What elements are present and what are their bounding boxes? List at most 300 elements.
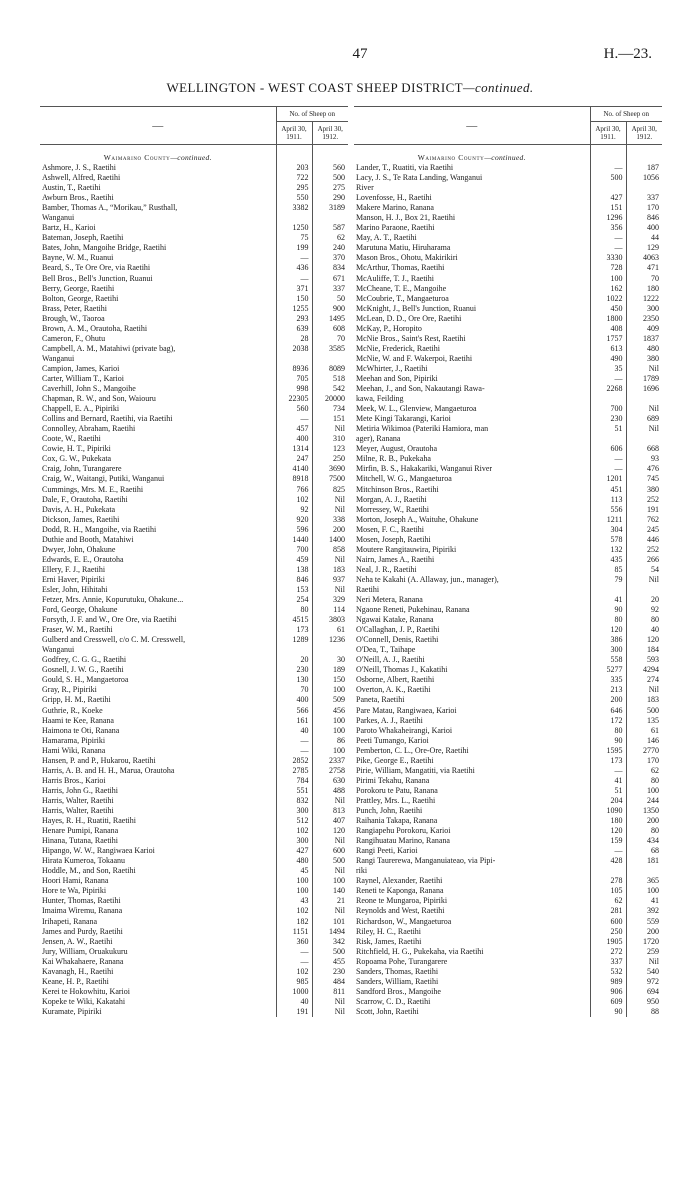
owner-name-cell: McNie Bros., Saint's Rest, Raetihi [356,333,466,343]
sheep-1911-cell: 1289 [276,635,312,645]
sheep-1911-cell: 766 [276,485,312,495]
table-row [40,706,348,716]
owner-name-cell: O'Callaghan, J. P., Raetihi [356,625,440,635]
sheep-1911-cell: 989 [590,977,626,987]
sheep-1912-cell: 100 [312,685,348,695]
sheep-1912-cell: 290 [312,193,348,203]
sheep-1911-cell: 3382 [276,203,312,213]
sheep-1911-cell: 191 [276,1007,312,1017]
owner-name-cell: May, A. T., Raetihi [356,233,417,243]
owner-name-cell: Wanganui [42,353,75,363]
sheep-1912-cell: 593 [626,655,662,665]
owner-name-cell: Dodd, R. H., Mangoihe, via Raetihi [42,524,157,534]
sheep-1911-cell: 85 [590,565,626,575]
owner-name-cell: Harris, Walter, Raetihi [42,806,114,815]
owner-name-cell: Kai Whakahaere, Ranana [42,956,124,966]
sheep-1911-cell: 153 [276,585,312,595]
sheep-1911-cell: 45 [276,866,312,876]
sheep-1911-cell: 22305 [276,394,312,404]
owner-name-cell: Paneta, Raetihi [356,695,405,705]
table-row [354,535,662,545]
sheep-1912-cell: 1696 [626,384,662,394]
sheep-1912-cell: 559 [626,917,662,927]
sheep-1912-cell: 266 [626,555,662,565]
sheep-1912-cell: 342 [312,937,348,947]
owner-name-cell: Austin, T., Raetihi [42,183,101,193]
sheep-1911-cell: 846 [276,575,312,585]
table-row [40,625,348,635]
table-row [40,967,348,977]
sheep-1911-cell [276,354,312,364]
owner-name-cell: Hayes, R. H., Ruatiti, Raetihi [42,816,136,826]
sheep-1911-cell: 700 [276,545,312,555]
owner-name-cell: Kerei te Hokowhitu, Karioi [42,986,130,996]
sheep-1912-cell: 274 [626,675,662,685]
owner-name-cell: McAuliffe, T. J., Raetihi [356,273,434,283]
sheep-1912-cell: 129 [626,243,662,253]
owner-name-cell: Raihania Takapa, Ranana [356,816,438,826]
table-row [40,304,348,314]
sheep-1912-cell [626,183,662,193]
sheep-1911-cell: — [276,957,312,967]
owner-name-cell: Erni Haver, Pipiriki [42,574,105,584]
sheep-1912-cell: 170 [626,756,662,766]
table-row [354,615,662,625]
sheep-1911-cell: 560 [276,404,312,414]
sheep-1911-cell: 1440 [276,535,312,545]
sheep-1911-cell: 300 [276,836,312,846]
table-row [40,615,348,625]
sheep-1912-cell: 101 [312,917,348,927]
owner-name-cell: O'Neill, Thomas J., Kakatihi [356,665,448,675]
sheep-1911-cell: 304 [590,525,626,535]
sheep-1912-cell: 694 [626,987,662,997]
owner-name-cell: Manson, H. J., Box 21, Raetihi [356,213,456,223]
sheep-1911-cell: 199 [276,243,312,253]
owner-name-cell: Meyer, August, Orautoha [356,444,437,454]
sheep-1911-cell [590,434,626,444]
sheep-1912-cell: 92 [626,605,662,615]
owner-name-cell: Davis, A. H., Pukekata [42,504,116,514]
owner-name-cell: Parkes, A. J., Raetihi [356,715,423,725]
table-row [40,866,348,876]
sheep-1911-cell: 1000 [276,987,312,997]
sheep-1912-cell: 275 [312,183,348,193]
sheep-1912-cell: 600 [312,846,348,856]
table-row [40,284,348,294]
table-row [354,947,662,957]
owner-name-cell: Mete Kingi Takarangi, Karioi [356,414,451,424]
owner-name-cell: Scarrow, C. D., Raetihi [356,996,431,1006]
table-row [354,223,662,233]
sheep-1911-cell: 1905 [590,937,626,947]
owner-name-cell: Bates, John, Mangoihe Bridge, Raetihi [42,243,167,253]
owner-name-cell: Milne, R. B., Pukekaha [356,454,431,464]
sheep-1912-cell: 1350 [626,806,662,816]
table-row [40,766,348,776]
sheep-1912-cell: Nil [626,685,662,695]
owner-name-cell: Rangiapehu Porokoru, Karioi [356,826,451,836]
owner-name-cell: McLean, D. D., Ore Ore, Raetihi [356,313,462,323]
owner-name-cell: Overton, A. K., Raetihi [356,685,431,695]
sheep-1912-cell: 972 [626,977,662,987]
table-row [354,253,662,263]
sheep-1912-cell: 41 [626,896,662,906]
table-row [354,173,662,183]
sheep-1911-cell: 2785 [276,766,312,776]
owner-name-cell: Hoddle, M., and Son, Raetihi [42,866,136,876]
sheep-1911-cell: 1757 [590,334,626,344]
table-row [40,525,348,535]
title-main: WELLINGTON - WEST COAST SHEEP DISTRICT [166,80,464,95]
owner-name-cell: Cox, G. W., Pukekata [42,454,112,464]
sheep-1912-cell: 100 [312,716,348,726]
sheep-1912-cell: 734 [312,404,348,414]
table-row [40,193,348,203]
table-row [40,223,348,233]
sheep-1911-cell: 80 [590,726,626,736]
sheep-count-group-header: No. of Sheep on [590,107,662,122]
sheep-1911-cell: 1201 [590,474,626,484]
sheep-1912-cell: 230 [312,967,348,977]
sheep-1912-cell: 1495 [312,314,348,324]
sheep-1912-cell: 100 [312,876,348,886]
table-row [40,1007,348,1017]
owner-name-cell: Beard, S., Te Ore Ore, via Raetihi [42,263,151,273]
sheep-1911-cell: 457 [276,424,312,434]
table-row [40,846,348,856]
owner-name-cell: Gulberd and Cresswell, c/o C. M. Cresswell, [42,635,186,645]
owner-name-cell: Lander, T., Ruatiti, via Raetihi [356,163,454,172]
sheep-1912-cell: Nil [312,796,348,806]
sheep-1911-cell: 43 [276,896,312,906]
table-row [40,826,348,836]
name-column-header: — [40,107,276,145]
owner-name-cell: Campion, James, Karioi [42,363,120,373]
table-row [354,474,662,484]
sheep-1911-cell: — [590,846,626,856]
owner-name-cell: Cameron, F., Ohutu [42,333,106,343]
sheep-1912-cell [312,645,348,655]
owner-name-cell: River [356,183,374,193]
sheep-1912-cell: 2770 [626,746,662,756]
sheep-1911-cell: 408 [590,324,626,334]
owner-name-cell: Awburn Bros., Raetihi [42,193,114,203]
table-row [354,404,662,414]
sheep-1911-cell: 578 [590,535,626,545]
sheep-1912-cell: 762 [626,515,662,525]
owner-name-cell: Pare Matau, Rangiwaea, Karioi [356,705,457,715]
owner-name-cell: Pirie, William, Mangatiti, via Raetihi [356,765,475,775]
table-row [354,746,662,756]
sheep-1911-cell: — [590,454,626,464]
table-row [40,806,348,816]
sheep-1911-cell: 51 [590,424,626,434]
sheep-1912-cell: 252 [626,545,662,555]
sheep-1911-cell: 90 [590,1007,626,1017]
sheep-1912-cell: 20 [626,595,662,605]
sheep-1911-cell: 62 [590,896,626,906]
owner-name-cell: Marutuna Matiu, Hiruharama [356,243,451,253]
sheep-1911-cell [590,183,626,193]
sheep-1912-cell: 1837 [626,334,662,344]
table-row [354,304,662,314]
sheep-1911-cell: 79 [590,575,626,585]
owner-name-cell: Marino Paraone, Raetihi [356,223,435,233]
sheep-1911-cell: 427 [276,846,312,856]
table-row [354,294,662,304]
table-row [40,545,348,555]
sheep-1912-cell: 123 [312,444,348,454]
sheep-1911-cell: 8918 [276,474,312,484]
sheep-1911-cell: 281 [590,906,626,916]
sheep-1911-cell: 247 [276,454,312,464]
sheep-1912-cell: 671 [312,274,348,284]
owner-name-cell: Haami te Kee, Ranana [42,715,114,725]
sheep-1911-cell: 428 [590,856,626,866]
owner-name-cell: Esler, John, Hihitahi [42,584,108,594]
sheep-1911-cell: 500 [590,173,626,183]
table-row [40,665,348,675]
sheep-1911-cell: 102 [276,826,312,836]
sheep-1911-cell: — [590,233,626,243]
sheep-1912-cell: 365 [626,876,662,886]
sheep-1911-cell: 556 [590,505,626,515]
section-continued: —continued. [170,152,212,162]
table-row [354,706,662,716]
sheep-1912-cell: 446 [626,535,662,545]
sheep-1911-cell: 700 [590,404,626,414]
table-row [354,997,662,1007]
table-row [354,364,662,374]
section-label: Waimarino County [417,152,485,162]
sheep-1911-cell: — [276,414,312,424]
sheep-1912-cell [626,394,662,404]
sheep-1912-cell: 21 [312,896,348,906]
table-row [354,806,662,816]
table-row [354,776,662,786]
owner-name-cell: Duthie and Booth, Matahiwi [42,534,134,544]
owner-name-cell: Morressey, W., Raetihi [356,504,430,514]
table-row [40,253,348,263]
sheep-1911-cell: 203 [276,163,312,173]
sheep-1912-cell: Nil [312,997,348,1007]
sheep-1912-cell: 68 [626,846,662,856]
sheep-1912-cell: 191 [626,505,662,515]
table-row [354,424,662,434]
owner-name-cell: Ford, George, Ohakune [42,605,118,615]
sheep-1912-cell: 1789 [626,374,662,384]
sheep-1912-cell: 1222 [626,294,662,304]
sheep-1911-cell: 335 [590,675,626,685]
table-row [40,776,348,786]
sheep-1911-cell: 200 [590,695,626,705]
sheep-1911-cell: 639 [276,324,312,334]
table-row [40,816,348,826]
sheep-1911-cell: 609 [590,997,626,1007]
table-row [354,645,662,655]
table-row [354,344,662,354]
table-row [40,233,348,243]
sheep-1911-cell: 1211 [590,515,626,525]
owner-name-cell: Osborne, Albert, Raetihi [356,675,435,685]
sheep-1911-cell: 41 [590,776,626,786]
table-row [354,595,662,605]
sheep-1912-cell: 100 [626,886,662,896]
table-row [40,384,348,394]
owner-name-cell: Collins and Bernard, Raetihi, via Raetihi [42,414,173,424]
sheep-1911-cell: 532 [590,967,626,977]
sheep-1911-cell: — [276,274,312,284]
sheep-1911-cell: 337 [590,957,626,967]
sheep-1911-cell [590,394,626,404]
sheep-1911-cell: 100 [276,876,312,886]
table-row [354,444,662,454]
table-row [40,937,348,947]
owner-name-cell: Ngawai Katake, Ranana [356,615,434,625]
sheep-1911-cell: 613 [590,344,626,354]
owner-name-cell: Risk, James, Raetihi [356,936,422,946]
sheep-1912-cell: 200 [626,816,662,826]
sheep-1912-cell: 189 [312,665,348,675]
sheep-1912-cell: 488 [312,786,348,796]
owner-name-cell: McKay, P., Horopito [356,323,422,333]
sheep-1912-cell: 114 [312,605,348,615]
owner-name-cell: kawa, Feilding [356,394,404,404]
table-row [40,726,348,736]
sheep-1911-cell: 230 [276,665,312,675]
sheep-1911-cell [590,585,626,595]
owner-name-cell: Ashwell, Alfred, Raetihi [42,173,121,183]
sheep-1912-cell: 950 [626,997,662,1007]
sheep-1912-cell: 338 [312,515,348,525]
owner-name-cell: Dwyer, John, Ohakune [42,544,116,554]
table-row [354,525,662,535]
table-row [40,786,348,796]
sheep-1912-cell: 88 [626,1007,662,1017]
sheep-1911-cell: 295 [276,183,312,193]
owner-name-cell: Moutere Rangitauwira, Pipiriki [356,544,457,554]
sheep-1911-cell: 105 [590,886,626,896]
table-row [354,485,662,495]
sheep-1911-cell: 1595 [590,746,626,756]
table-row [354,987,662,997]
table-row [40,575,348,585]
table-row [354,384,662,394]
owner-name-cell: Scott, John, Raetihi [356,1006,419,1016]
owner-name-cell: Pemberton, C. L., Ore-Ore, Raetihi [356,745,469,755]
sheep-1912-cell [626,434,662,444]
owner-name-cell: Metiria Wikimoa (Pateriki Hamiora, man [356,424,489,434]
col-1911-header: April 30, 1911. [276,122,312,145]
owner-name-cell: Bayne, W. M., Ruanui [42,253,114,263]
table-row [354,274,662,284]
table-row [354,876,662,886]
owner-name-cell: Coote, W., Raetihi [42,434,101,444]
sheep-1911-cell: 566 [276,706,312,716]
sheep-1912-cell [626,585,662,595]
sheep-1912-cell: 630 [312,776,348,786]
owner-name-cell: Neha te Kakahi (A. Allaway, jun., manager), [356,574,499,584]
sheep-1912-cell: Nil [626,424,662,434]
sheep-1912-cell: 1720 [626,937,662,947]
owner-name-cell: Ropoama Pohe, Turangarere [356,956,448,966]
table-row [354,766,662,776]
sheep-1912-cell: 8089 [312,364,348,374]
sheep-1911-cell: 250 [590,927,626,937]
owner-name-cell: Craig, John, Turangarere [42,464,122,474]
owner-name-cell: Guthrie, R., Koeke [42,705,103,715]
sheep-1911-cell: 300 [276,806,312,816]
sheep-1912-cell: 140 [312,886,348,896]
sheep-1911-cell: 28 [276,334,312,344]
table-row [354,625,662,635]
sheep-1911-cell: 130 [276,675,312,685]
sheep-1911-cell: 558 [590,655,626,665]
table-row [354,585,662,595]
table-row [354,243,662,253]
table-row [354,324,662,334]
owner-name-cell: Lacy, J. S., Te Rata Landing, Wanganui [356,173,483,183]
owner-name-cell: Rangi Taurerewa, Manganuiateao, via Pipi- [356,856,496,866]
table-row [40,404,348,414]
sheep-1912-cell: Nil [626,957,662,967]
owner-name-cell: Carter, William T., Karioi [42,373,125,383]
owner-name-cell: Harris, A. B. and H. H., Marua, Orautoha [42,765,175,775]
sheep-1911-cell: 1090 [590,806,626,816]
sheep-1912-cell: 44 [626,233,662,243]
table-row [40,645,348,655]
sheep-1912-cell: 509 [312,695,348,705]
table-row [40,394,348,404]
table-row [40,203,348,213]
owner-name-cell: Kopeke te Wiki, Kakatahi [42,996,126,1006]
sheep-1912-cell: 380 [626,485,662,495]
sheep-1911-cell: 920 [276,515,312,525]
owner-name-cell: Bamber, Thomas A., “Morikau,” Rusthall, [42,203,178,213]
owner-name-cell: Henare Pumipi, Ranana [42,826,119,836]
owner-name-cell: Berry, George, Raetihi [42,283,115,293]
sheep-1912-cell: 400 [626,223,662,233]
table-row [40,695,348,705]
right-table [354,106,662,1156]
table-row [40,927,348,937]
sheep-1912-cell: 151 [312,414,348,424]
sheep-1912-cell: 500 [626,706,662,716]
sheep-1912-cell: 745 [626,474,662,484]
table-row [40,515,348,525]
sheep-1911-cell: 213 [590,685,626,695]
page-number: 47 [352,46,368,62]
table-row [40,444,348,454]
table-row [40,957,348,967]
owner-name-cell: Makere Marino, Ranana [356,203,434,213]
table-row [354,695,662,705]
sheep-1912-cell: 434 [626,836,662,846]
sheep-1912-cell: 4294 [626,665,662,675]
sheep-1912-cell: 409 [626,324,662,334]
table-row [354,836,662,846]
owner-name-cell: Lovenfosse, H., Raetihi [356,193,432,203]
section-label: Waimarino County [103,152,171,162]
table-row [354,856,662,866]
table-row [354,635,662,645]
owner-name-cell: Rangi Peeti, Karioi [356,846,418,856]
table-row [354,334,662,344]
sheep-1911-cell [590,866,626,876]
sheep-1911-cell: 300 [590,645,626,655]
table-row [354,826,662,836]
